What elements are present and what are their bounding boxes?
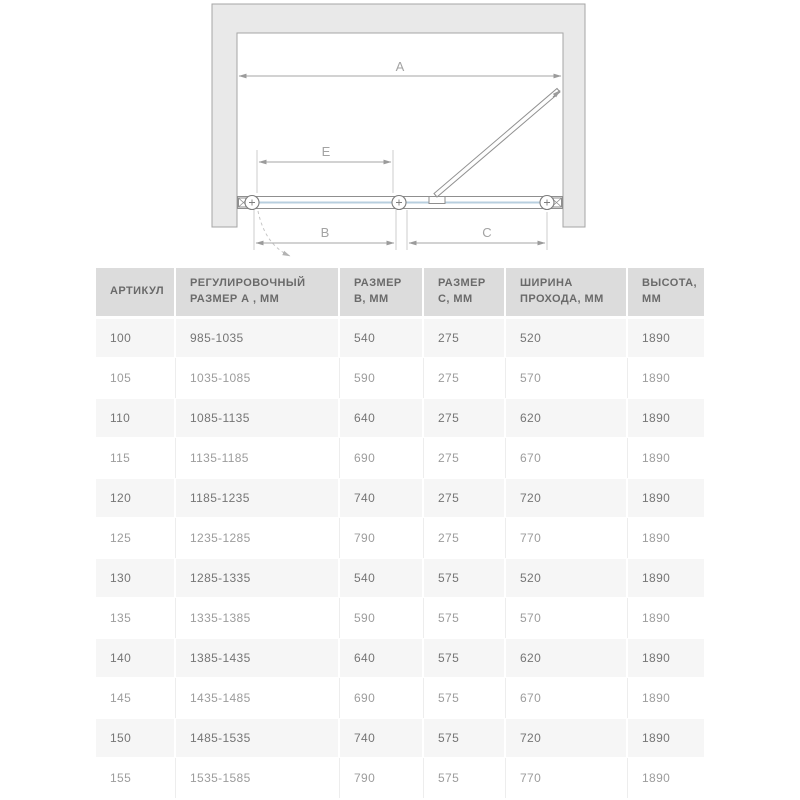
cell-height: 1890 <box>628 438 704 478</box>
size-table-body <box>96 318 704 798</box>
table-row <box>96 478 704 518</box>
table-row <box>96 318 704 358</box>
cell-passage-width: 570 <box>506 598 628 638</box>
cell-article: 100 <box>96 318 176 358</box>
cell-size-b: 640 <box>340 638 424 678</box>
col-header-adjustable-size-a: РЕГУЛИРОВОЧНЫЙ РАЗМЕР А , ММ <box>176 268 340 318</box>
cell-size-c: 275 <box>424 518 506 558</box>
cell-size-c: 275 <box>424 398 506 438</box>
table-row <box>96 358 704 398</box>
dimension-c <box>407 210 547 250</box>
cell-adjustable-size-a: 1085-1135 <box>176 398 340 438</box>
cell-adjustable-size-a: 1035-1085 <box>176 358 340 398</box>
cell-size-c: 575 <box>424 638 506 678</box>
dimension-label-a: A <box>395 59 405 74</box>
cell-article: 135 <box>96 598 176 638</box>
door-rail <box>238 196 563 210</box>
cell-size-b: 740 <box>340 478 424 518</box>
cell-passage-width: 620 <box>506 638 628 678</box>
cell-size-c: 275 <box>424 438 506 478</box>
cell-passage-width: 720 <box>506 718 628 758</box>
cell-size-b: 690 <box>340 678 424 718</box>
cell-height: 1890 <box>628 678 704 718</box>
col-header-size-c: РАЗМЕР C, ММ <box>424 268 506 318</box>
dimension-a <box>239 59 561 76</box>
cell-height: 1890 <box>628 558 704 598</box>
cell-size-b: 790 <box>340 758 424 798</box>
cell-size-b: 690 <box>340 438 424 478</box>
cell-adjustable-size-a: 1485-1535 <box>176 718 340 758</box>
cell-height: 1890 <box>628 318 704 358</box>
cell-size-b: 540 <box>340 558 424 598</box>
door-panel-open <box>434 89 560 198</box>
shower-door-top-view-schematic <box>0 0 800 266</box>
size-table-container <box>96 268 704 798</box>
cell-height: 1890 <box>628 478 704 518</box>
cell-article: 110 <box>96 398 176 438</box>
cell-passage-width: 570 <box>506 358 628 398</box>
cell-height: 1890 <box>628 518 704 558</box>
cell-passage-width: 770 <box>506 518 628 558</box>
cell-height: 1890 <box>628 358 704 398</box>
cell-passage-width: 520 <box>506 558 628 598</box>
cell-size-b: 540 <box>340 318 424 358</box>
cell-size-c: 575 <box>424 758 506 798</box>
cell-size-c: 275 <box>424 478 506 518</box>
cell-article: 145 <box>96 678 176 718</box>
table-row <box>96 758 704 798</box>
table-row <box>96 398 704 438</box>
size-table <box>96 268 704 798</box>
cell-size-b: 740 <box>340 718 424 758</box>
col-header-article: АРТИКУЛ <box>96 268 176 318</box>
cell-article: 150 <box>96 718 176 758</box>
cell-passage-width: 520 <box>506 318 628 358</box>
cell-article: 120 <box>96 478 176 518</box>
cell-size-c: 575 <box>424 558 506 598</box>
cell-article: 140 <box>96 638 176 678</box>
table-row <box>96 638 704 678</box>
cell-adjustable-size-a: 1285-1335 <box>176 558 340 598</box>
cell-height: 1890 <box>628 398 704 438</box>
cell-height: 1890 <box>628 638 704 678</box>
cell-adjustable-size-a: 985-1035 <box>176 318 340 358</box>
roller-left <box>245 196 259 210</box>
dimension-label-b: B <box>320 225 330 240</box>
cell-size-c: 575 <box>424 598 506 638</box>
cell-height: 1890 <box>628 758 704 798</box>
cell-passage-width: 670 <box>506 438 628 478</box>
cell-article: 155 <box>96 758 176 798</box>
cell-passage-width: 770 <box>506 758 628 798</box>
cell-size-c: 575 <box>424 678 506 718</box>
dimension-label-e: E <box>321 144 331 159</box>
table-row <box>96 678 704 718</box>
table-row <box>96 598 704 638</box>
size-table-header <box>96 268 704 318</box>
cell-passage-width: 720 <box>506 478 628 518</box>
cell-adjustable-size-a: 1135-1185 <box>176 438 340 478</box>
cell-article: 125 <box>96 518 176 558</box>
col-header-passage-width: ШИРИНА ПРОХОДА, ММ <box>506 268 628 318</box>
cell-article: 115 <box>96 438 176 478</box>
cell-height: 1890 <box>628 598 704 638</box>
cell-adjustable-size-a: 1185-1235 <box>176 478 340 518</box>
col-header-size-b: РАЗМЕР B, ММ <box>340 268 424 318</box>
cell-size-b: 640 <box>340 398 424 438</box>
cell-size-b: 590 <box>340 358 424 398</box>
cell-adjustable-size-a: 1535-1585 <box>176 758 340 798</box>
shower-door-diagram <box>0 0 800 266</box>
dimension-b <box>254 210 396 250</box>
cell-size-c: 275 <box>424 318 506 358</box>
dimension-e <box>257 144 393 193</box>
cell-height: 1890 <box>628 718 704 758</box>
cell-adjustable-size-a: 1435-1485 <box>176 678 340 718</box>
col-header-height: ВЫСОТА, ММ <box>628 268 704 318</box>
table-row <box>96 518 704 558</box>
cell-article: 130 <box>96 558 176 598</box>
cell-size-c: 275 <box>424 358 506 398</box>
table-row <box>96 438 704 478</box>
cell-adjustable-size-a: 1385-1435 <box>176 638 340 678</box>
cell-article: 105 <box>96 358 176 398</box>
table-row <box>96 718 704 758</box>
cell-adjustable-size-a: 1235-1285 <box>176 518 340 558</box>
roller-right <box>540 196 554 210</box>
cell-size-b: 790 <box>340 518 424 558</box>
door-swing-arc <box>258 211 290 256</box>
cell-size-c: 575 <box>424 718 506 758</box>
table-row <box>96 558 704 598</box>
roller-middle <box>392 196 406 210</box>
dimension-label-c: C <box>482 225 492 240</box>
cell-passage-width: 620 <box>506 398 628 438</box>
cell-passage-width: 670 <box>506 678 628 718</box>
cell-adjustable-size-a: 1335-1385 <box>176 598 340 638</box>
cell-size-b: 590 <box>340 598 424 638</box>
header-row <box>96 268 704 318</box>
